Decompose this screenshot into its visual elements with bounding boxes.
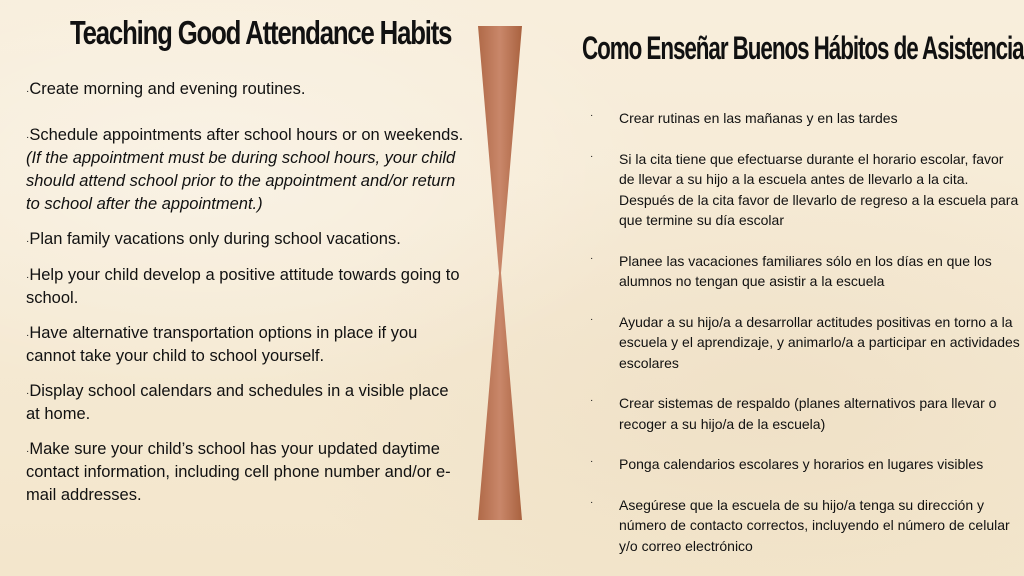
hourglass-divider — [478, 26, 522, 520]
bullet: · — [590, 252, 594, 264]
right-item-vacaciones — [590, 251, 1020, 292]
bullet: · — [590, 456, 594, 467]
bullet: · — [26, 236, 30, 247]
bullet: · — [590, 395, 594, 406]
right-column — [590, 108, 1020, 556]
left-column — [26, 78, 466, 507]
right-item-actitudes — [590, 312, 1020, 374]
left-item-vacations — [26, 228, 466, 251]
bullet: · — [26, 272, 30, 283]
bullet: · — [590, 496, 594, 508]
title-spanish: Como Enseñar Buenos Hábitos de Asistencia — [582, 30, 1024, 66]
bullet: · — [26, 446, 30, 457]
right-item-cita — [590, 149, 1020, 231]
bullet: · — [26, 86, 30, 97]
left-item-note: (If the appointment must be during school hours, your child should attend school prior to the appointment and/or return to school after the appointment.) — [26, 149, 456, 213]
right-item-contacto — [590, 495, 1020, 557]
bullet: · — [590, 110, 594, 121]
right-item-text: Si la cita tiene que efectuarse durante el horario escolar, favor de llevar a su hijo a la escuela antes de llevarlo a la cita. Después de la cita favor de llevarlo de regreso a la escuela para que termine su día escolar — [619, 150, 1019, 228]
right-item-rutinas — [590, 108, 1020, 129]
right-item-text: Crear rutinas en las mañanas y en las tardes — [619, 110, 898, 126]
right-item-respaldo — [590, 393, 1020, 434]
divider-shape — [478, 26, 522, 520]
right-item-text: Ayudar a su hijo/a a desarrollar actitudes positivas en torno a la escuela y el aprendizaje, y animarlo/a a participar en actividades escolares — [619, 313, 1020, 371]
left-item-calendars — [26, 380, 466, 426]
bullet: · — [590, 313, 594, 325]
bullet: · — [26, 132, 30, 143]
left-item-appointments — [26, 124, 466, 216]
right-item-text: Crear sistemas de respaldo (planes alternativos para llevar o recoger a su hijo/a de la escuela) — [619, 395, 997, 432]
bullet: · — [26, 330, 30, 341]
left-item-text: Display school calendars and schedules in a visible place at home. — [26, 382, 449, 423]
left-item-text: Make sure your child’s school has your updated daytime contact information, including cell phone number and/or e-mail addresses. — [26, 440, 451, 504]
left-item-text: Plan family vacations only during school vacations. — [29, 230, 401, 248]
right-item-text: Planee las vacaciones familiares sólo en los días en que los alumnos no tengan que asistir a la escuela — [619, 252, 992, 289]
right-item-calendarios — [590, 454, 1020, 475]
bullet: · — [26, 388, 30, 399]
left-item-text: Help your child develop a positive attitude towards going to school. — [26, 266, 460, 307]
right-item-text: Ponga calendarios escolares y horarios en lugares visibles — [619, 456, 984, 472]
left-item-text: Schedule appointments after school hours or on weekends. — [29, 126, 464, 144]
left-item-text: Create morning and evening routines. — [29, 80, 306, 98]
bullet: · — [590, 150, 594, 162]
title-english: Teaching Good Attendance Habits — [70, 14, 452, 51]
right-item-text: Asegúrese que la escuela de su hijo/a tenga su dirección y número de contacto correctos, incluyendo el número de celular y/o correo electrónico — [619, 496, 1010, 554]
left-item-routines — [26, 78, 466, 101]
left-item-transportation — [26, 322, 466, 368]
left-item-attitude — [26, 264, 466, 310]
left-item-contact-info — [26, 438, 466, 507]
left-item-text: Have alternative transportation options in place if you cannot take your child to school yourself. — [26, 324, 418, 365]
